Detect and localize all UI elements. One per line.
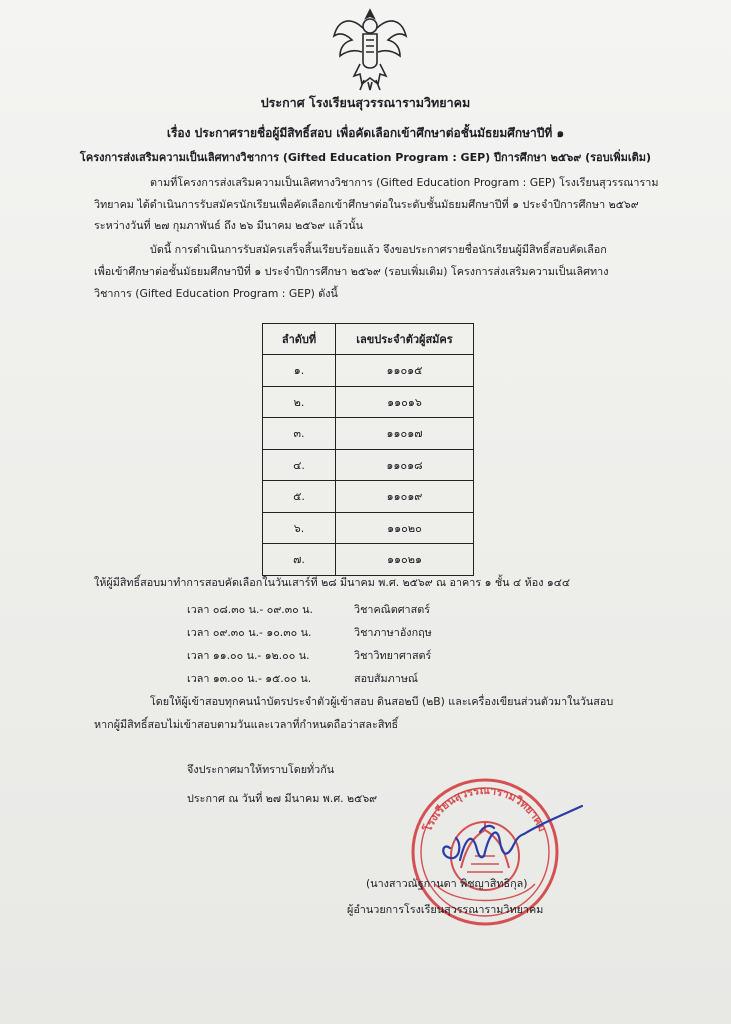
table-row: [263, 449, 474, 481]
table-row: [263, 544, 474, 576]
table-row: [263, 418, 474, 450]
program-title: โครงการส่งเสริมความเป็นเลิศทางวิชาการ (Gifted Education Program : GEP) ปีการศึกษา ๒๕๖๙ (รอบเพิ่มเติม): [79, 151, 652, 164]
candidate-table: [262, 323, 474, 576]
closing-notice: จึงประกาศมาให้ทราบโดยทั่วกัน: [187, 763, 335, 776]
column-header-applicant-id: เลขประจำตัวผู้สมัคร: [336, 324, 474, 355]
schedule-subject-1: วิชาคณิตศาสตร์: [354, 603, 431, 616]
garuda-emblem-icon: [330, 6, 410, 92]
order-cell: ๔.: [263, 449, 336, 481]
table-row: [263, 386, 474, 418]
exam-intro: ให้ผู้มีสิทธิ์สอบมาทำการสอบคัดเลือกในวันเสาร์ที่ ๒๘ มีนาคม พ.ศ. ๒๕๖๙ ณ อาคาร ๑ ชั้น ๔ ห้อง ๑๔๔: [94, 576, 571, 589]
applicant-id-cell: ๑๑๐๒๐: [336, 512, 474, 544]
schedule-time-3: เวลา ๑๑.๐๐ น.- ๑๒.๐๐ น.: [187, 649, 310, 662]
applicant-id-cell: ๑๑๐๒๑: [336, 544, 474, 576]
announcement-subject: เรื่อง ประกาศรายชื่อผู้มีสิทธิ์สอบ เพื่อคัดเลือกเข้าศึกษาต่อชั้นมัธยมศึกษาปีที่ ๑: [166, 126, 565, 140]
applicant-id-cell: ๑๑๐๑๙: [336, 481, 474, 513]
exam-note-line-2: หากผู้มีสิทธิ์สอบไม่เข้าสอบตามวันและเวลาที่กำหนดถือว่าสละสิทธิ์: [94, 718, 399, 731]
signer-title: ผู้อำนวยการโรงเรียนสุวรรณารามวิทยาคม: [347, 903, 544, 916]
applicant-id-cell: ๑๑๐๑๗: [336, 418, 474, 450]
paragraph-1-line-3: ระหว่างวันที่ ๒๗ กุมภาพันธ์ ถึง ๒๖ มีนาคม ๒๕๖๙ แล้วนั้น: [94, 219, 363, 232]
table-row: [263, 355, 474, 387]
schedule-time-1: เวลา ๐๘.๓๐ น.- ๐๙.๓๐ น.: [187, 603, 313, 616]
signer-name: (นางสาวณัฐกานดา พิชญาสิทธิกุล): [366, 877, 528, 890]
closing-date: ประกาศ ณ วันที่ ๒๗ มีนาคม พ.ศ. ๒๕๖๙: [187, 792, 378, 805]
applicant-id-cell: ๑๑๐๑๖: [336, 386, 474, 418]
paragraph-2-line-2: เพื่อเข้าศึกษาต่อชั้นมัธยมศึกษาปีที่ ๑ ประจำปีการศึกษา ๒๕๖๙ (รอบเพิ่มเติม) โครงการส่งเสริมความเป็นเลิศทาง: [94, 265, 609, 278]
schedule-subject-2: วิชาภาษาอังกฤษ: [354, 626, 432, 639]
schedule-time-2: เวลา ๐๙.๓๐ น.- ๑๐.๓๐ น.: [187, 626, 312, 639]
announcement-title: ประกาศ โรงเรียนสุวรรณารามวิทยาคม: [260, 95, 471, 110]
applicant-id-cell: ๑๑๐๑๕: [336, 355, 474, 387]
paragraph-2-line-1: บัดนี้ การดำเนินการรับสมัครเสร็จสิ้นเรียบร้อยแล้ว จึงขอประกาศรายชื่อนักเรียนผู้มีสิทธิ์สอบคัดเลือก: [150, 243, 607, 256]
table-header-row: [263, 324, 474, 355]
order-cell: ๑.: [263, 355, 336, 387]
table-row: [263, 481, 474, 513]
paragraph-1-line-1: ตามที่โครงการส่งเสริมความเป็นเลิศทางวิชาการ (Gifted Education Program : GEP) โรงเรียนสุวรรณาราม: [150, 176, 659, 189]
order-cell: ๗.: [263, 544, 336, 576]
order-cell: ๓.: [263, 418, 336, 450]
paragraph-1-line-2: วิทยาคม ได้ดำเนินการรับสมัครนักเรียนเพื่อคัดเลือกเข้าศึกษาต่อในระดับชั้นมัธยมศึกษาปีที่ ๑ ประจำปีการศึกษา ๒๕๖๙: [94, 198, 639, 211]
column-header-order: ลำดับที่: [263, 324, 336, 355]
schedule-time-4: เวลา ๑๓.๐๐ น.- ๑๕.๐๐ น.: [187, 672, 312, 685]
order-cell: ๕.: [263, 481, 336, 513]
seal-text: โรงเรียนสุวรรณารามวิทยาคม: [421, 783, 549, 834]
order-cell: ๒.: [263, 386, 336, 418]
paragraph-2-line-3: วิชาการ (Gifted Education Program : GEP) ดังนี้: [94, 287, 338, 300]
table-row: [263, 512, 474, 544]
exam-note-line-1: โดยให้ผู้เข้าสอบทุกคนนำบัตรประจำตัวผู้เข้าสอบ ดินสอ๒บี (๒B) และเครื่องเขียนส่วนตัวมาในวันสอบ: [150, 695, 614, 708]
applicant-id-cell: ๑๑๐๑๘: [336, 449, 474, 481]
signature-icon: [420, 790, 590, 880]
order-cell: ๖.: [263, 512, 336, 544]
schedule-subject-3: วิชาวิทยาศาสตร์: [354, 649, 432, 662]
schedule-subject-4: สอบสัมภาษณ์: [354, 672, 418, 685]
